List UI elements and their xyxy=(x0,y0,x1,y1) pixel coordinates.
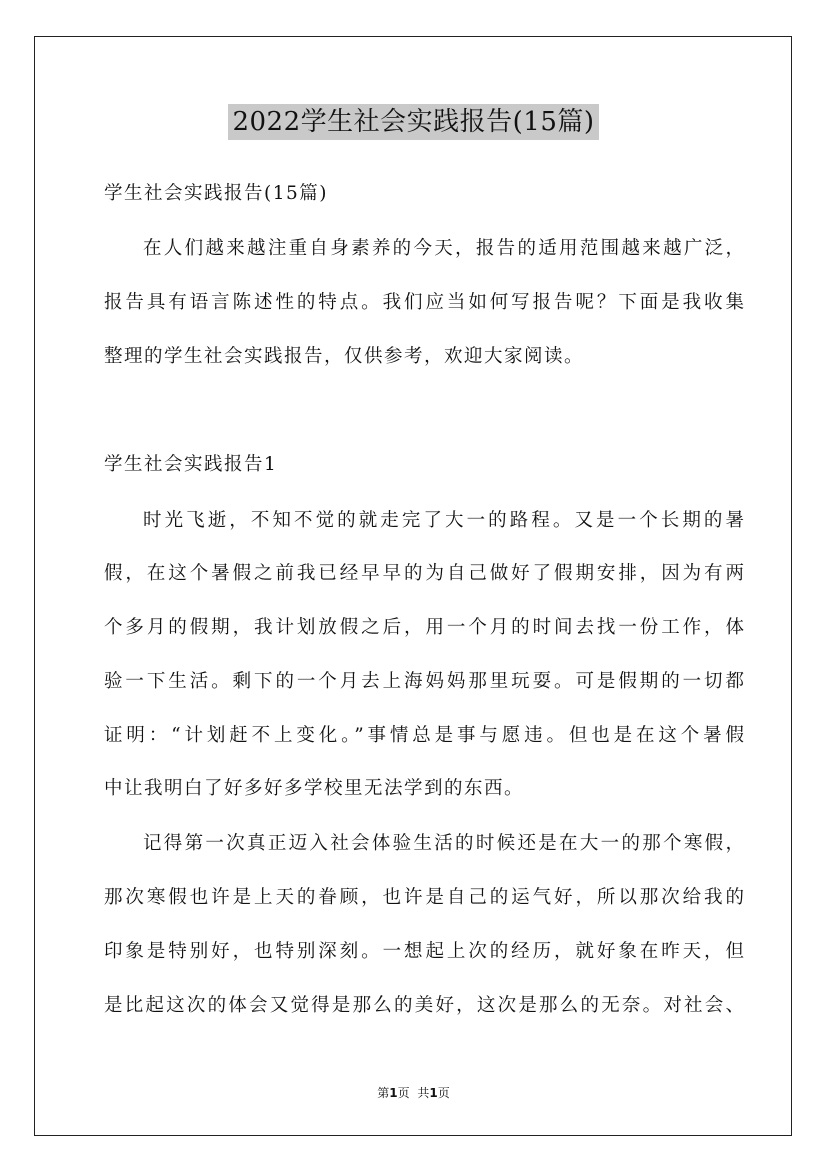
page-suffix: 页 xyxy=(397,1086,410,1100)
paragraph-line: 验一下生活。剩下的一个月去上海妈妈那里玩耍。可是假期的一切都 xyxy=(104,671,744,692)
paragraph-line: 个多月的假期，我计划放假之后，用一个月的时间去找一份工作，体 xyxy=(104,617,744,638)
paragraph-line: 那次寒假也许是上天的眷顾，也许是自己的运气好，所以那次给我的 xyxy=(104,887,744,908)
intro-line: 报告具有语言陈述性的特点。我们应当如何写报告呢？下面是我收集 xyxy=(104,292,744,313)
paragraph-line: 假，在这个暑假之前我已经早早的为自己做好了假期安排，因为有两 xyxy=(104,563,744,584)
paragraph-line: 中让我明白了好多好多学校里无法学到的东西。 xyxy=(104,778,525,799)
document-subtitle: 学生社会实践报告(15篇) xyxy=(104,183,328,204)
total-prefix: 共 xyxy=(417,1086,430,1100)
document-title: 2022学生社会实践报告(15篇) xyxy=(228,104,598,140)
paragraph-line: 时光飞逝，不知不觉的就走完了大一的路程。又是一个长期的暑 xyxy=(143,510,744,531)
paragraph-line: 印象是特别好，也特别深刻。一想起上次的经历，就好象在昨天，但 xyxy=(104,941,744,962)
intro-line: 整理的学生社会实践报告，仅供参考，欢迎大家阅读。 xyxy=(104,346,585,367)
intro-line: 在人们越来越注重自身素养的今天，报告的适用范围越来越广泛， xyxy=(143,238,744,259)
page-footer xyxy=(0,1084,827,1101)
total-pages: 1 xyxy=(429,1086,438,1100)
paragraph-line: 证明：“计划赶不上变化。”事情总是事与愿违。但也是在这个暑假 xyxy=(104,725,744,746)
page-number: 1 xyxy=(389,1086,398,1100)
title-container xyxy=(0,104,827,140)
page-prefix: 第 xyxy=(377,1086,390,1100)
section-heading: 学生社会实践报告1 xyxy=(104,454,278,475)
total-suffix: 页 xyxy=(437,1086,450,1100)
paragraph-line: 记得第一次真正迈入社会体验生活的时候还是在大一的那个寒假， xyxy=(143,833,744,854)
paragraph-line: 是比起这次的体会又觉得是那么的美好，这次是那么的无奈。对社会、 xyxy=(104,995,744,1016)
